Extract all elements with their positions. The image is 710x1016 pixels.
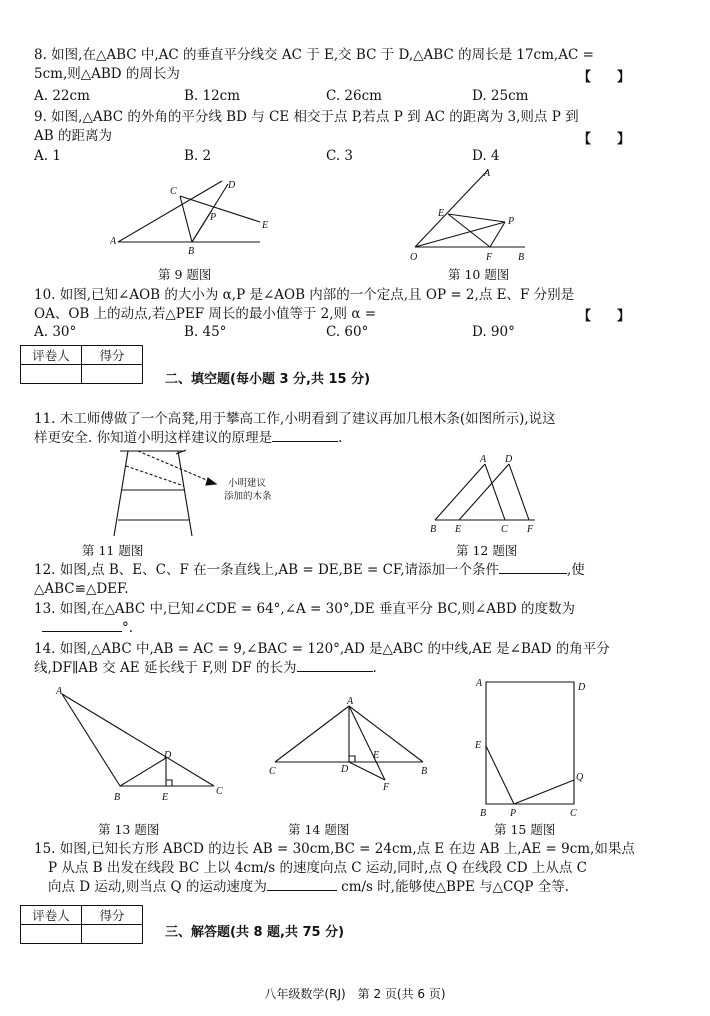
question-13 xyxy=(34,600,575,638)
fig13-line-ab xyxy=(62,694,120,786)
question-11-line2: 样更安全. 你知道小明这样建议的原理是 . xyxy=(34,430,343,446)
figure-14-caption: 第 14 题图 xyxy=(288,822,350,837)
question-15 xyxy=(34,840,635,897)
answer-blank-14[interactable] xyxy=(297,671,373,672)
fig14-label-a: A xyxy=(347,696,354,707)
option-a: A. 22cm xyxy=(34,88,90,104)
question-9-line2: AB 的距离为 xyxy=(34,128,112,144)
answer-blank-11[interactable] xyxy=(272,441,338,442)
question-10-line2: OA、OB 上的动点,若△PEF 周长的最小值等于 2,则 α = xyxy=(34,306,377,322)
grader-cell xyxy=(21,365,82,384)
score-cell xyxy=(82,925,143,944)
fig15-line-ep xyxy=(486,746,514,804)
fig10-label-a: A xyxy=(484,168,491,179)
fig11-arrowhead-icon xyxy=(206,478,216,485)
fig14-label-d: D xyxy=(341,764,349,775)
grader-cell xyxy=(21,925,82,944)
question-13-line1: 13. 如图,在△ABC 中,已知∠CDE = 64°,∠A = 30°,DE 垂直平分 BC,则∠ABD 的度数为 xyxy=(34,601,576,617)
option-d: D. 4 xyxy=(472,148,500,164)
fig13-label-e: E xyxy=(162,792,169,803)
figure-10-caption: 第 10 题图 xyxy=(448,267,510,282)
fig15-label-c: C xyxy=(570,808,577,818)
fig12-label-b: B xyxy=(430,524,437,535)
answer-blank-13[interactable] xyxy=(42,631,122,632)
question-14-line2: 线,DF∥AB 交 AE 延长线于 F,则 DF 的长为 . xyxy=(34,660,377,676)
figure-9-caption: 第 9 题图 xyxy=(158,267,212,282)
fig14-line-ab xyxy=(349,706,423,762)
answer-blank-15[interactable] xyxy=(267,890,337,891)
fig14-label-c: C xyxy=(269,766,276,777)
fig9-label-e: E xyxy=(262,220,269,231)
figure-9 xyxy=(110,172,280,262)
figure-11-caption: 第 11 题图 xyxy=(82,543,144,558)
question-12-line1: 12. 如图,点 B、E、C、F 在一条直线上,AB = DE,BE = CF,请添加一个条件 ,使 xyxy=(34,562,585,578)
answer-bracket-10: 【 】 xyxy=(578,309,631,324)
question-11-line1: 11. 木工师傅做了一个高凳,用于攀高工作,小明看到了建议再加几根木条(如图所示),说这 xyxy=(34,411,556,427)
fig10-ray-oa xyxy=(415,170,488,247)
fig12-label-e: E xyxy=(455,524,462,535)
figure-14 xyxy=(265,696,435,796)
score-header: 得分 xyxy=(82,346,143,365)
fig13-label-c: C xyxy=(216,786,223,797)
score-header: 得分 xyxy=(82,906,143,925)
option-c: C. 60° xyxy=(326,324,369,340)
fig12-label-d: D xyxy=(505,454,513,465)
fig15-line-pq xyxy=(514,780,574,804)
question-8 xyxy=(34,46,594,84)
figure-12-caption: 第 12 题图 xyxy=(456,543,518,558)
fig12-line-df xyxy=(509,464,529,520)
question-8-line1: 8. 如图,在△ABC 中,AC 的垂直平分线交 AC 于 E,交 BC 于 D,△ABC 的周长是 17cm,AC = xyxy=(34,47,594,63)
figure-13-caption: 第 13 题图 xyxy=(98,822,160,837)
score-table-2 xyxy=(20,345,143,384)
grader-header: 评卷人 xyxy=(21,906,82,925)
figure-15-caption: 第 15 题图 xyxy=(494,822,556,837)
option-b: B. 45° xyxy=(184,324,227,340)
question-9 xyxy=(34,108,579,146)
fig15-label-e: E xyxy=(475,740,482,751)
fig14-label-e: E xyxy=(373,750,380,761)
fig12-label-c: C xyxy=(501,524,508,535)
option-d: D. 25cm xyxy=(472,88,529,104)
fig14-line-df xyxy=(349,762,385,780)
fig10-label-f: F xyxy=(486,252,493,263)
fig15-label-d: D xyxy=(578,682,586,693)
fig10-line-op xyxy=(415,222,505,247)
section-2-heading: 二、填空题(每小题 3 分,共 15 分) xyxy=(165,372,371,387)
fig15-label-a: A xyxy=(476,678,483,689)
fig10-label-b: B xyxy=(518,252,525,263)
fig11-right-leg xyxy=(178,451,192,536)
fig13-label-b: B xyxy=(114,792,121,803)
answer-bracket-9: 【 】 xyxy=(578,132,631,147)
option-d: D. 90° xyxy=(472,324,515,340)
fig11-dashed-arrow xyxy=(138,451,216,484)
option-b: B. 12cm xyxy=(184,88,241,104)
figure-15 xyxy=(470,672,590,818)
fig12-label-f: F xyxy=(527,524,534,535)
grader-header: 评卷人 xyxy=(21,346,82,365)
fig14-right-angle-mark xyxy=(349,756,355,762)
fig9-label-d: D xyxy=(228,180,236,191)
fig9-line-bp xyxy=(192,210,212,242)
fig15-label-p: P xyxy=(510,808,517,818)
score-cell xyxy=(82,365,143,384)
fig12-line-ab xyxy=(435,464,485,520)
fig9-line-ce xyxy=(180,196,260,222)
question-12 xyxy=(34,561,585,599)
fig9-line-cb xyxy=(180,196,192,242)
figure-11 xyxy=(100,448,330,540)
fig13-label-a: A xyxy=(56,686,63,697)
fig11-left-leg xyxy=(114,451,128,536)
question-15-line3: 向点 D 运动,则当点 Q 的运动速度为 cm/s 时,能够使△BPE 与△CQP 全等. xyxy=(48,879,570,895)
question-10-options xyxy=(34,324,634,343)
fig10-label-e: E xyxy=(438,208,445,219)
fig15-label-b: B xyxy=(480,808,487,818)
fig10-label-p: P xyxy=(508,216,515,227)
question-9-options xyxy=(34,148,634,167)
option-b: B. 2 xyxy=(184,148,212,164)
fig9-label-a: A xyxy=(110,236,117,247)
fig14-line-af xyxy=(349,706,385,780)
question-9-line1: 9. 如图,△ABC 的外角的平分线 BD 与 CE 相交于点 P,若点 P 到 AC 的距离为 3,则点 P 到 xyxy=(34,109,579,125)
fig9-label-p: P xyxy=(210,212,217,223)
fig13-label-d: D xyxy=(164,750,172,761)
fig13-line-bd xyxy=(120,758,166,786)
question-15-line2: P 从点 B 出发在线段 BC 上以 4cm/s 的速度向点 C 运动,同时,点 Q 在线段 CD 上从点 C xyxy=(48,860,587,876)
question-8-options xyxy=(34,88,634,107)
fig11-note-line2: 添加的木条 xyxy=(224,491,272,502)
figure-13 xyxy=(52,682,230,808)
question-13-line2: °. xyxy=(34,619,575,638)
fig15-label-q: Q xyxy=(576,772,584,783)
question-11 xyxy=(34,410,556,448)
fig10-label-o: O xyxy=(410,252,418,263)
question-14-line1: 14. 如图,△ABC 中,AB = AC = 9,∠BAC = 120°,AD 是△ABC 的中线,AE 是∠BAD 的角平分 xyxy=(34,641,610,657)
question-10-line1: 10. 如图,已知∠AOB 的大小为 α,P 是∠AOB 内部的一个定点,且 OP = 2,点 E、F 分别是 xyxy=(34,287,575,303)
fig13-line-ac xyxy=(62,694,214,786)
answer-blank-12[interactable] xyxy=(499,573,567,574)
fig11-dashed-bar-1 xyxy=(126,466,184,486)
figure-10 xyxy=(400,164,540,264)
question-15-line1: 15. 如图,已知长方形 ABCD 的边长 AB = 30cm,BC = 24cm,点 E 在边 AB 上,AE = 9cm,如果点 xyxy=(34,841,635,857)
figure-12 xyxy=(425,450,545,536)
fig11-note-line1: 小明建议 xyxy=(228,478,267,489)
question-10 xyxy=(34,286,574,324)
option-a: A. 1 xyxy=(34,148,61,164)
answer-bracket-8: 【 】 xyxy=(578,70,631,85)
option-c: C. 26cm xyxy=(326,88,382,104)
fig9-label-c: C xyxy=(170,186,177,197)
fig12-label-a: A xyxy=(480,454,487,465)
fig14-line-ac xyxy=(275,706,349,762)
page-footer: 八年级数学(RJ) 第 2 页(共 6 页) xyxy=(264,987,446,1001)
question-12-line2: △ABC≌△DEF. xyxy=(34,581,129,597)
score-table-3 xyxy=(20,905,143,944)
fig13-right-angle-mark xyxy=(166,780,172,786)
question-8-line2: 5cm,则△ABD 的周长为 xyxy=(34,66,180,82)
fig9-label-b: B xyxy=(188,246,195,257)
section-3-heading: 三、解答题(共 8 题,共 75 分) xyxy=(165,925,345,940)
fig14-label-f: F xyxy=(383,782,390,793)
option-a: A. 30° xyxy=(34,324,77,340)
option-c: C. 3 xyxy=(326,148,354,164)
fig14-label-b: B xyxy=(421,766,428,777)
